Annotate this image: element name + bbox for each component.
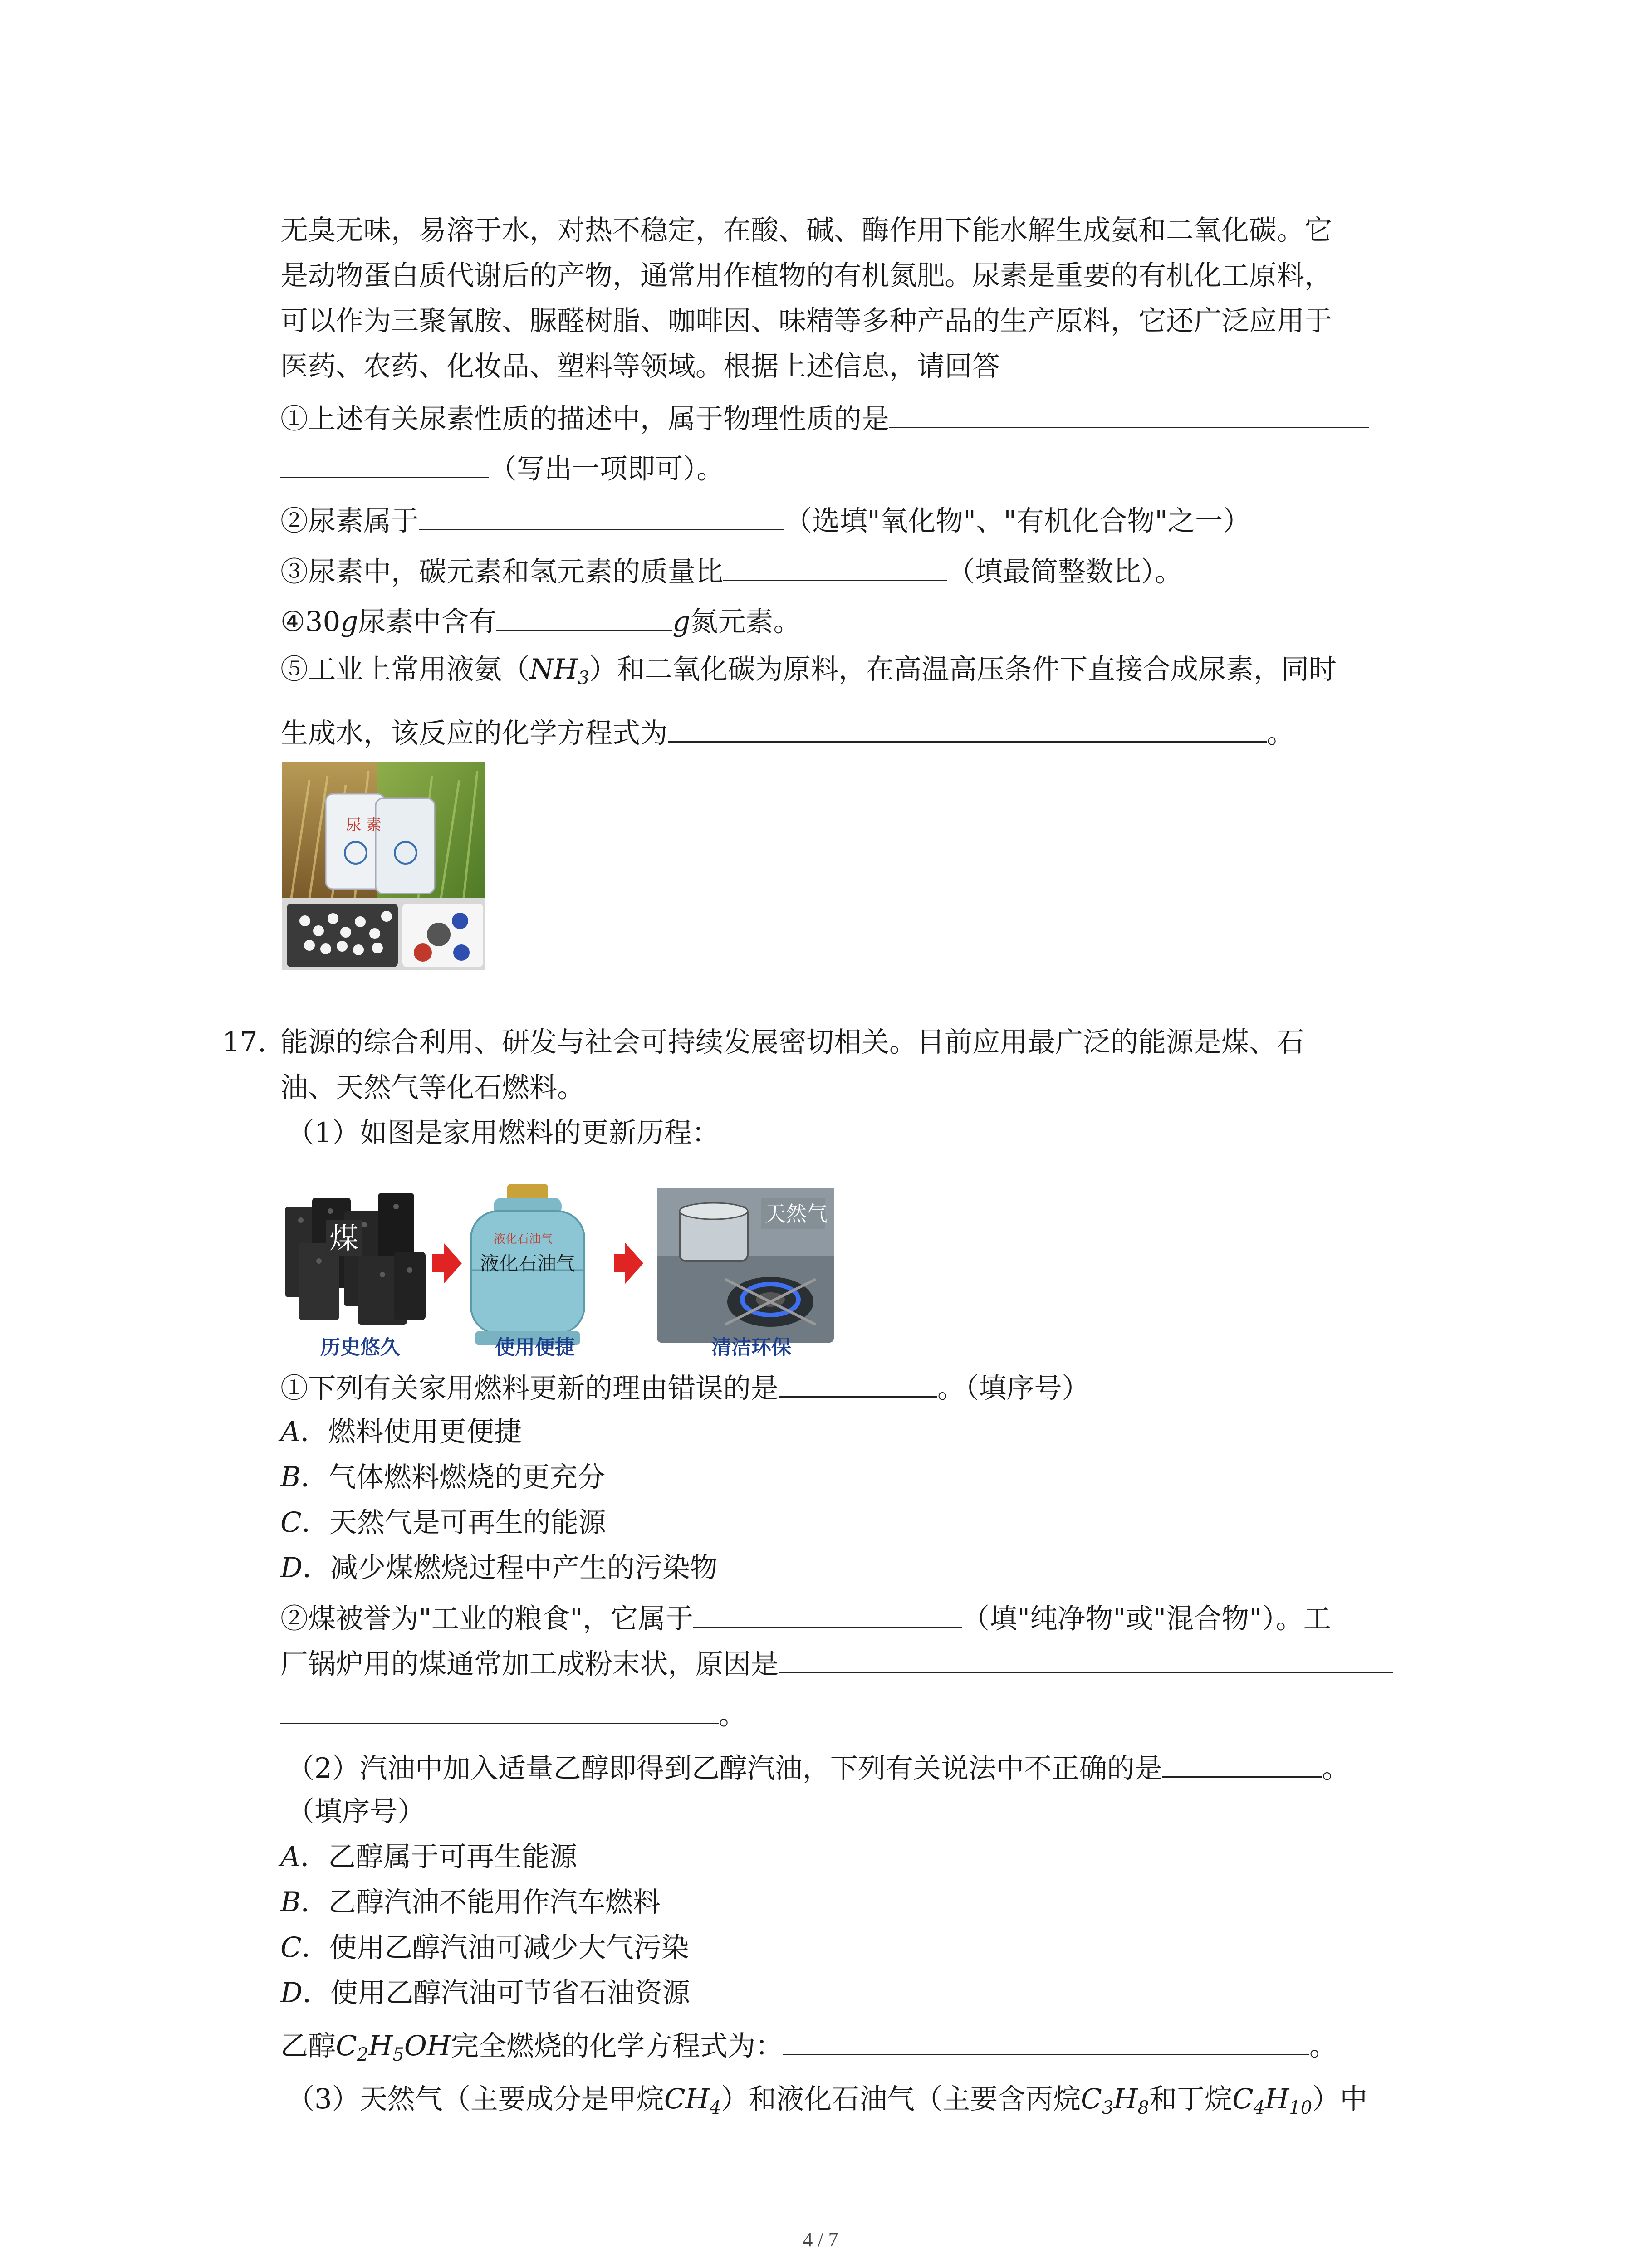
formula-ethanol: $C_2H_5OH$ (336, 2030, 451, 2065)
q17-stem-line-1: 能源的综合利用、研发与社会可持续发展密切相关。目前应用最广泛的能源是煤、石 (280, 1026, 1305, 1058)
question-text: 。 (719, 1699, 747, 1731)
urea-question-1 (280, 401, 1369, 435)
q17-option-c: C．天然气是可再生的能源 (280, 1506, 606, 1539)
question-text: ⑤工业上常用液氨（ (280, 653, 530, 685)
question-text: 。 (1309, 2030, 1337, 2062)
answer-blank[interactable] (723, 553, 947, 581)
answer-blank[interactable] (779, 1646, 1393, 1673)
question-text: （2）汽油中加入适量乙醇即得到乙醇汽油，下列有关说法中不正确的是 (287, 1752, 1162, 1784)
urea-photo (282, 762, 485, 970)
q17-sub-2-cont2 (280, 1696, 746, 1731)
urea-question-5 (280, 653, 1337, 694)
question-text: （写出一项即可）。 (489, 453, 725, 485)
q17-part-2 (287, 1750, 1350, 1785)
lpg-cylinder-image (471, 1184, 584, 1345)
lpg-caption: 使用便捷 (495, 1336, 575, 1359)
urea-intro-line-4: 医药、农药、化妆品、塑料等领域。根据上述信息，请回答 (280, 350, 1000, 382)
question-text: 。 (1267, 717, 1295, 749)
question-text: ④30 (280, 606, 341, 638)
natural-gas-caption: 清洁环保 (711, 1336, 791, 1359)
q17-stem-line-2: 油、天然气等化石燃料。 (280, 1071, 585, 1104)
q17-ethanol-equation (280, 2028, 1337, 2071)
urea-collage-image (282, 762, 485, 970)
question-text: 乙醇 (280, 2030, 336, 2062)
question-text: 完全燃烧的化学方程式为： (451, 2030, 784, 2062)
question-text: ）和二氧化碳为原料，在高温高压条件下直接合成尿素，同时 (589, 653, 1337, 685)
gas-stove-image (657, 1188, 834, 1343)
fuel-history-image (280, 1179, 838, 1363)
coal-caption: 历史悠久 (320, 1336, 400, 1359)
question-text: ③尿素中，碳元素和氢元素的质量比 (280, 556, 724, 588)
q17-number: 17. (222, 1026, 267, 1058)
page-number: 4 / 7 (803, 2229, 838, 2251)
question-text: 尿素中含有 (358, 606, 497, 638)
urea-question-1-cont (280, 450, 725, 485)
answer-blank[interactable] (779, 1370, 937, 1398)
question-text: 厂锅炉用的煤通常加工成粉末状，原因是 (280, 1648, 779, 1680)
coal-label: 煤 (329, 1222, 358, 1256)
q17-p2-option-d: D．使用乙醇汽油可节省石油资源 (280, 1977, 690, 2009)
question-text: 。 (1322, 1752, 1350, 1784)
unit-g: g (340, 606, 358, 638)
urea-question-2 (280, 503, 1250, 538)
question-text: （选填"氧化物"、"有机化合物"之一） (784, 505, 1251, 537)
unit-g: g (672, 606, 691, 638)
answer-blank[interactable] (280, 1696, 719, 1724)
question-text: 氮元素。 (690, 606, 801, 638)
q17-p2-option-b: B．乙醇汽油不能用作汽车燃料 (280, 1886, 661, 1918)
question-text: （填"纯净物"或"混合物"）。工 (962, 1603, 1331, 1635)
bag-label: 尿 素 (346, 816, 382, 834)
answer-blank[interactable] (783, 2028, 1309, 2055)
q17-part-3: （3）天然气（主要成分是甲烷$CH_4$）和液化石油气（主要含丙烷$C_3H_8$和丁烷$C_4H_{10}$）中 (287, 2083, 1368, 2118)
question-text: ②煤被誉为"工业的粮食"，它属于 (280, 1603, 694, 1635)
q17-sub-2-cont (280, 1646, 1393, 1681)
q17-part-1: （1）如图是家用燃料的更新历程： (287, 1117, 720, 1149)
formula-nh3: $NH_3$ (529, 653, 590, 689)
q17-option-b: B．气体燃料燃烧的更充分 (280, 1461, 605, 1493)
answer-blank[interactable] (419, 503, 784, 530)
question-text: （填最简整数比）。 (947, 556, 1183, 588)
answer-blank[interactable] (1162, 1750, 1322, 1778)
coal-image (285, 1193, 426, 1325)
answer-blank[interactable] (889, 401, 1369, 428)
question-text: ①下列有关家用燃料更新的理由错误的是 (280, 1372, 779, 1404)
urea-question-5-cont (280, 715, 1294, 750)
q17-p2-option-a: A．乙醇属于可再生能源 (280, 1841, 578, 1873)
q17-option-d: D．减少煤燃烧过程中产生的污染物 (280, 1552, 718, 1584)
question-text: 。（填序号） (937, 1372, 1090, 1404)
urea-question-3 (280, 553, 1183, 588)
answer-blank[interactable] (693, 1600, 962, 1628)
answer-blank[interactable] (668, 715, 1267, 743)
answer-blank[interactable] (280, 450, 489, 478)
arrow-right-icon (432, 1243, 462, 1284)
urea-intro-line-1: 无臭无味，易溶于水，对热不稳定，在酸、碱、酶作用下能水解生成氨和二氧化碳。它 (280, 214, 1332, 246)
q17-sub-2 (280, 1600, 1331, 1635)
natural-gas-label: 天然气 (765, 1202, 828, 1226)
q17-part-2-cont: （填序号） (287, 1795, 426, 1828)
question-text: ①上述有关尿素性质的描述中，属于物理性质的是 (280, 403, 890, 435)
arrow-right-icon (614, 1243, 643, 1284)
urea-intro-line-3: 可以作为三聚氰胺、脲醛树脂、咖啡因、味精等多种产品的生产原料，它还广泛应用于 (280, 305, 1332, 337)
q17-sub-1 (280, 1370, 1090, 1405)
urea-question-4 (280, 603, 801, 638)
answer-blank[interactable] (496, 603, 672, 631)
q17-option-a: A．燃料使用更便捷 (280, 1416, 522, 1448)
fuel-history-figure (280, 1179, 838, 1363)
lpg-label: 液化石油气 (480, 1252, 576, 1275)
urea-intro-line-2: 是动物蛋白质代谢后的产物，通常用作植物的有机氮肥。尿素是重要的有机化工原料， (280, 259, 1332, 292)
question-text: 生成水，该反应的化学方程式为 (280, 717, 668, 749)
question-text: ②尿素属于 (280, 505, 419, 537)
lpg-small-label: 液化石油气 (494, 1232, 553, 1246)
q17-p2-option-c: C．使用乙醇汽油可减少大气污染 (280, 1931, 689, 1964)
